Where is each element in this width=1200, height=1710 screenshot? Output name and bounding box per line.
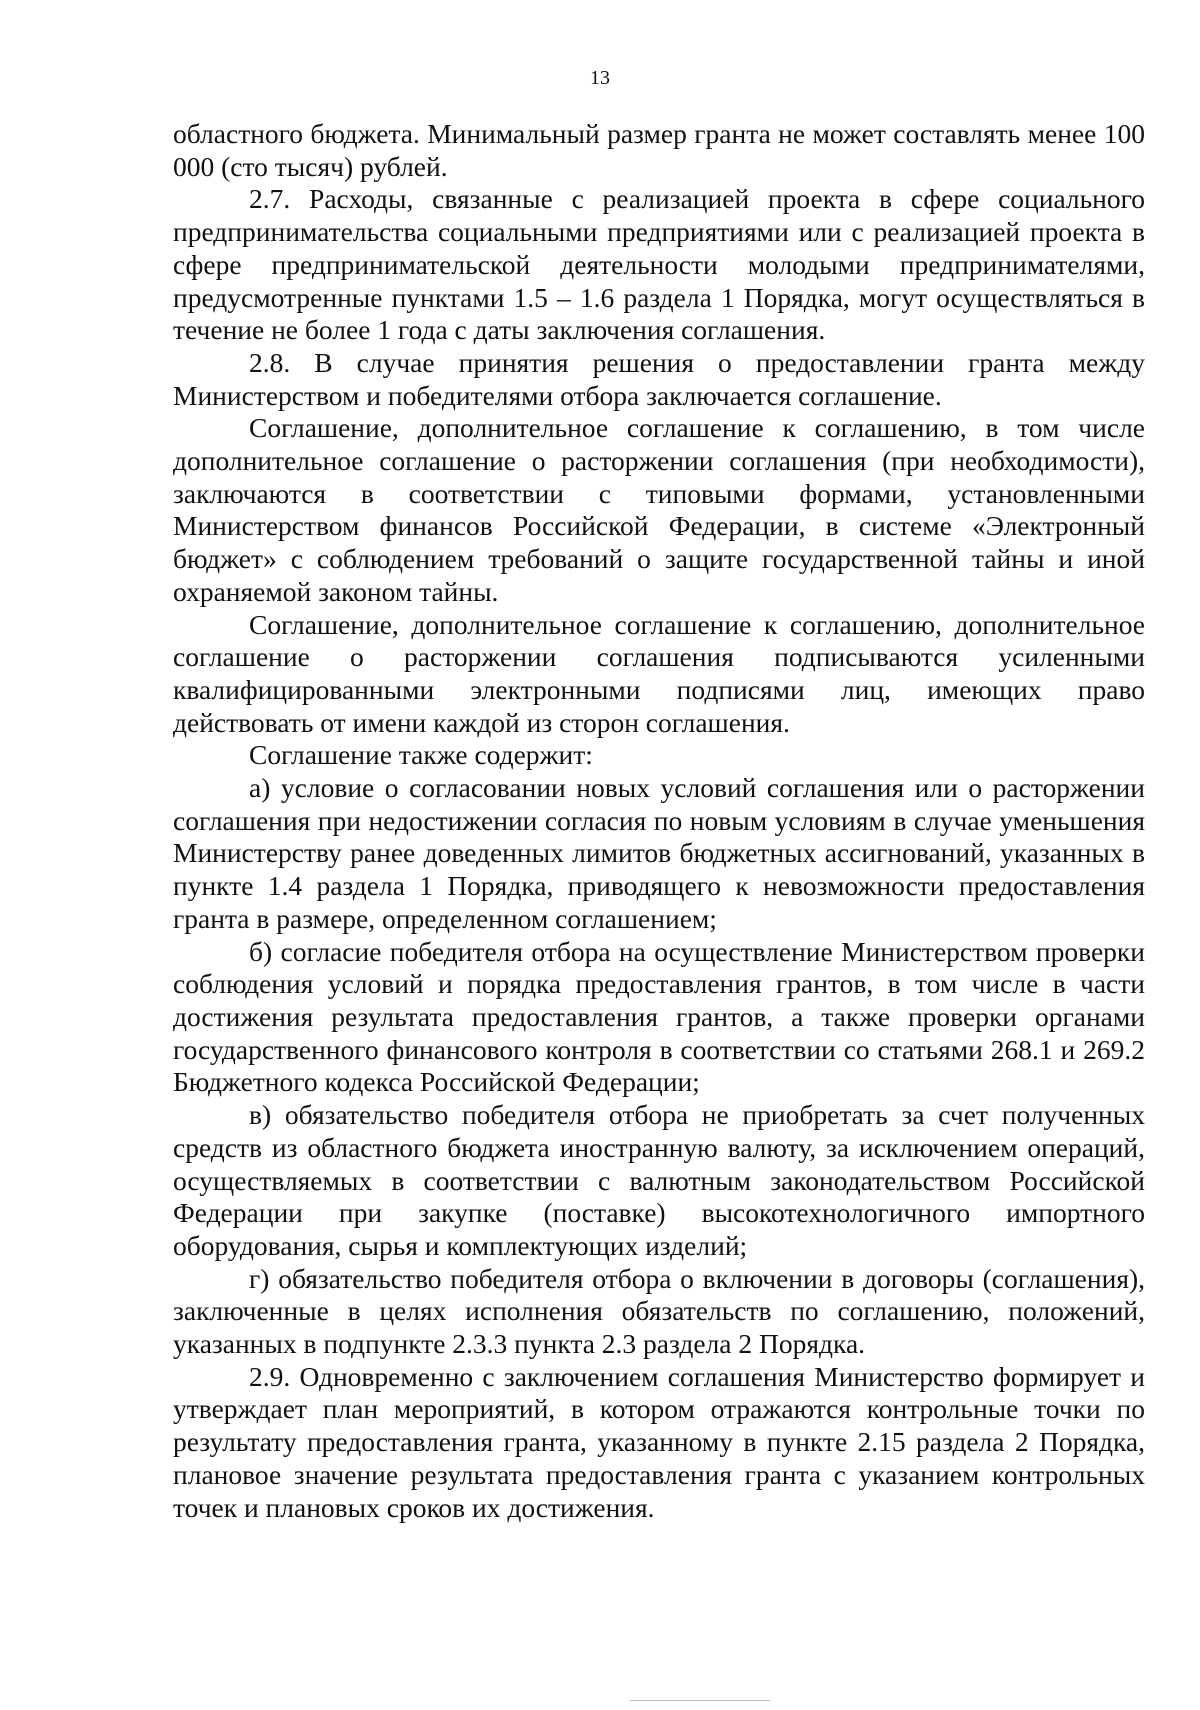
paragraph-item-v: в) обязательство победителя отбора не приобретать за счет полученных средств из областного бюджета иностранную валюту, за исключением операций, осуществляемых в соответствии с валютным законодательством Российской Федерации при закупке (поставке) высокотехнологичного импортного оборудования, сырья и комплектующих изделий; bbox=[173, 1099, 1145, 1261]
document-body bbox=[173, 118, 1145, 1524]
paragraph-agreement-signatures: Соглашение, дополнительное соглашение к соглашению, дополнительное соглашение о расторжении соглашения подписываются усиленными квалифицированными электронными подписями лиц, имеющих право действовать от имени каждой из сторон соглашения. bbox=[173, 608, 1145, 738]
paragraph-budget-continuation: областного бюджета. Минимальный размер гранта не может составлять менее 100 000 (сто тысяч) рублей. bbox=[173, 118, 1145, 182]
paragraph-2-9: 2.9. Одновременно с заключением соглашения Министерство формирует и утверждает план мероприятий, в котором отражаются контрольные точки по результату предоставления гранта, указанному в пункте 2.15 раздела 2 Порядка, плановое значение результата предоставления гранта с указанием контрольных точек и плановых сроков их достижения. bbox=[173, 1360, 1145, 1523]
paragraph-2-8: 2.8. В случае принятия решения о предоставлении гранта между Министерством и победителями отбора заключается соглашение. bbox=[173, 346, 1145, 411]
paragraph-2-7: 2.7. Расходы, связанные с реализацией проекта в сфере социального предпринимательства социальными предприятиями или с реализацией проекта в сфере предпринимательской деятельности молодыми предпринимателями, предусмотренные пунктами 1.5 – 1.6 раздела 1 Порядка, могут осуществляться в течение не более 1 года с даты заключения соглашения. bbox=[173, 183, 1145, 346]
scan-artifact-line bbox=[630, 1700, 770, 1701]
paragraph-agreement-forms: Соглашение, дополнительное соглашение к соглашению, в том числе дополнительное соглашение о расторжении соглашения (при необходимости), заключаются в соответствии с типовыми формами, установленными Министерством финансов Российской Федерации, в системе «Электронный бюджет» с соблюдением требований о защите государственной тайны и иной охраняемой законом тайны. bbox=[173, 412, 1145, 607]
page-number: 13 bbox=[590, 67, 610, 89]
paragraph-agreement-contains: Соглашение также содержит: bbox=[249, 739, 593, 771]
paragraph-item-b: б) согласие победителя отбора на осуществление Министерством проверки соблюдения условий и порядка предоставления грантов, в том числе в части достижения результата предоставления грантов, а также проверки органами государственного финансового контроля в соответствии со статьями 268.1 и 269.2 Бюджетного кодекса Российской Федерации; bbox=[173, 935, 1145, 1098]
paragraph-item-a: а) условие о согласовании новых условий соглашения или о расторжении соглашения при недостижении согласия по новым условиям в случае уменьшения Министерству ранее доведенных лимитов бюджетных ассигнований, указанных в пункте 1.4 раздела 1 Порядка, приводящего к невозможности предоставления гранта в размере, определенном соглашением; bbox=[173, 772, 1145, 934]
paragraph-item-g: г) обязательство победителя отбора о включении в договоры (соглашения), заключенные в целях исполнения обязательств по соглашению, положений, указанных в подпункте 2.3.3 пункта 2.3 раздела 2 Порядка. bbox=[173, 1262, 1145, 1360]
